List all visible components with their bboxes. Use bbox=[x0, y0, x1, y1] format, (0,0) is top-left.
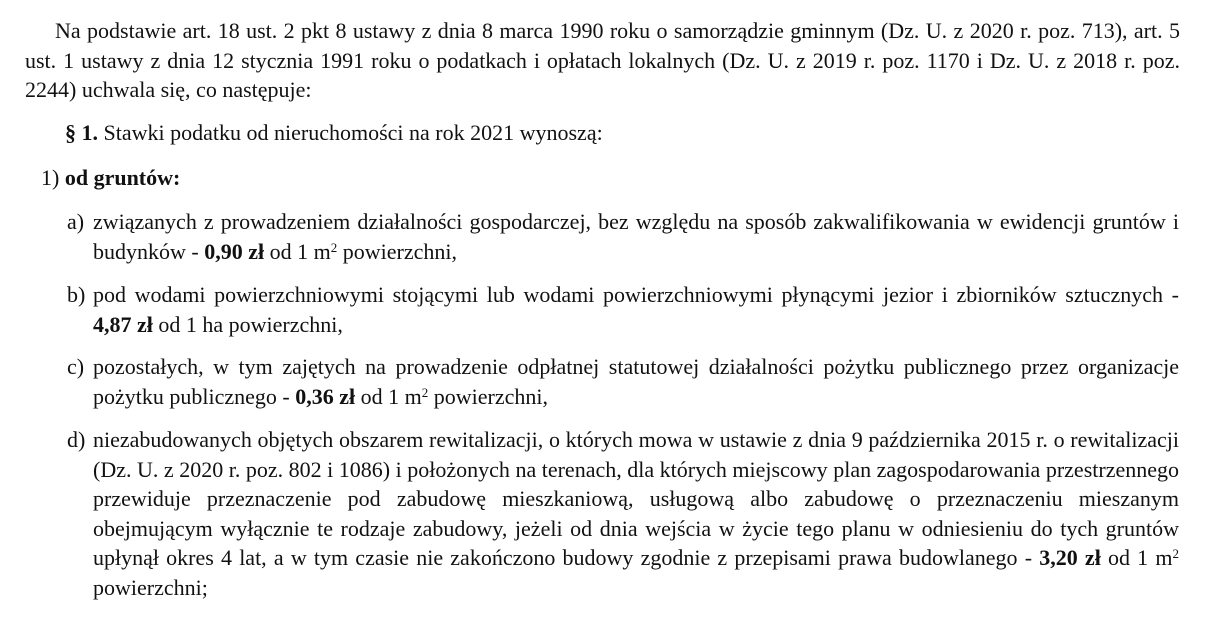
item-a-superscript: 2 bbox=[330, 239, 338, 255]
item-d-unit: od 1 m bbox=[1100, 545, 1173, 570]
item-c-superscript: 2 bbox=[421, 384, 429, 400]
item-d-amount: 3,20 zł bbox=[1039, 545, 1101, 570]
item-a-tail: powierzchni, bbox=[337, 238, 457, 264]
item-c-tail: powierzchni, bbox=[428, 383, 548, 409]
point-1-heading: od gruntów: bbox=[64, 165, 181, 190]
item-b-text bbox=[93, 280, 1179, 339]
item-b-amount: 4,87 zł bbox=[93, 311, 153, 337]
item-d-label: d) bbox=[67, 427, 86, 452]
item-d-text bbox=[93, 425, 1179, 602]
paragraph-1-text: Stawki podatku od nieruchomości na rok 2021 wynoszą: bbox=[98, 120, 603, 145]
item-a-unit: od 1 m bbox=[264, 238, 331, 264]
item-a-amount: 0,90 zł bbox=[204, 238, 265, 264]
point-1 bbox=[41, 163, 180, 193]
item-a-label: a) bbox=[67, 209, 85, 234]
item-c-body: pozostałych, w tym zajętych na prowadzenie odpłatnej statutowej działalności pożytku publicznego przez organizacje pożytku publicznego - bbox=[93, 354, 1179, 409]
item-a-body: związanych z prowadzeniem działalności gospodarczej, bez względu na sposób zakwalifikowania w ewidencji gruntów i budynków - bbox=[93, 209, 1179, 264]
item-a bbox=[67, 207, 1179, 266]
item-d-body: niezabudowanych objętych obszarem rewitalizacji, o których mowa w ustawie z dnia 9 października 2015 r. o rewitalizacji (Dz. U. z 2020 r. poz. 802 i 1086) i położonych na terenach, dla których miejscowy plan zagospodarowania przestrzennego przewiduje przeznaczenie pod zabudowę mieszkaniową, usługową albo zabudowę o przeznaczeniu mieszanym obejmującym wyłącznie te rodzaje zabudowy, jeżeli od dnia wejścia w życie tego planu w odniesieniu do tych gruntów upłynął okres 4 lat, a w tym czasie nie zakończono budowy zgodnie z przepisami prawa budowlanego - bbox=[93, 427, 1179, 570]
item-d-tail: powierzchni; bbox=[93, 574, 208, 600]
legal-basis-paragraph: Na podstawie art. 18 ust. 2 pkt 8 ustawy z dnia 8 marca 1990 roku o samorządzie gminnym (Dz. U. z 2020 r. poz. 713), art. 5 ust. 1 ustawy z dnia 12 stycznia 1991 roku o podatkach i opłatach lokalnych (Dz. U. z 2019 r. poz. 1170 i Dz. U. z 2018 r. poz. 2244) uchwala się, co następuje: bbox=[25, 18, 1180, 102]
item-b-label: b) bbox=[67, 282, 86, 307]
item-c-label: c) bbox=[67, 354, 85, 379]
item-c-amount: 0,36 zł bbox=[295, 383, 356, 409]
item-c-unit: od 1 m bbox=[355, 383, 422, 409]
item-a-text bbox=[93, 207, 1179, 266]
paragraph-1 bbox=[65, 118, 603, 148]
item-b-body: pod wodami powierzchniowymi stojącymi lub wodami powierzchniowymi płynącymi jezior i zbiorników sztucznych - bbox=[93, 282, 1179, 307]
item-c bbox=[67, 352, 1179, 411]
item-c-text bbox=[93, 352, 1179, 411]
item-d bbox=[67, 425, 1179, 602]
paragraph-1-label: § 1. bbox=[65, 120, 98, 145]
item-d-superscript: 2 bbox=[1172, 546, 1179, 561]
item-b bbox=[67, 280, 1179, 339]
point-1-number: 1) bbox=[41, 165, 60, 190]
item-b-unit: od 1 ha powierzchni, bbox=[152, 311, 343, 337]
